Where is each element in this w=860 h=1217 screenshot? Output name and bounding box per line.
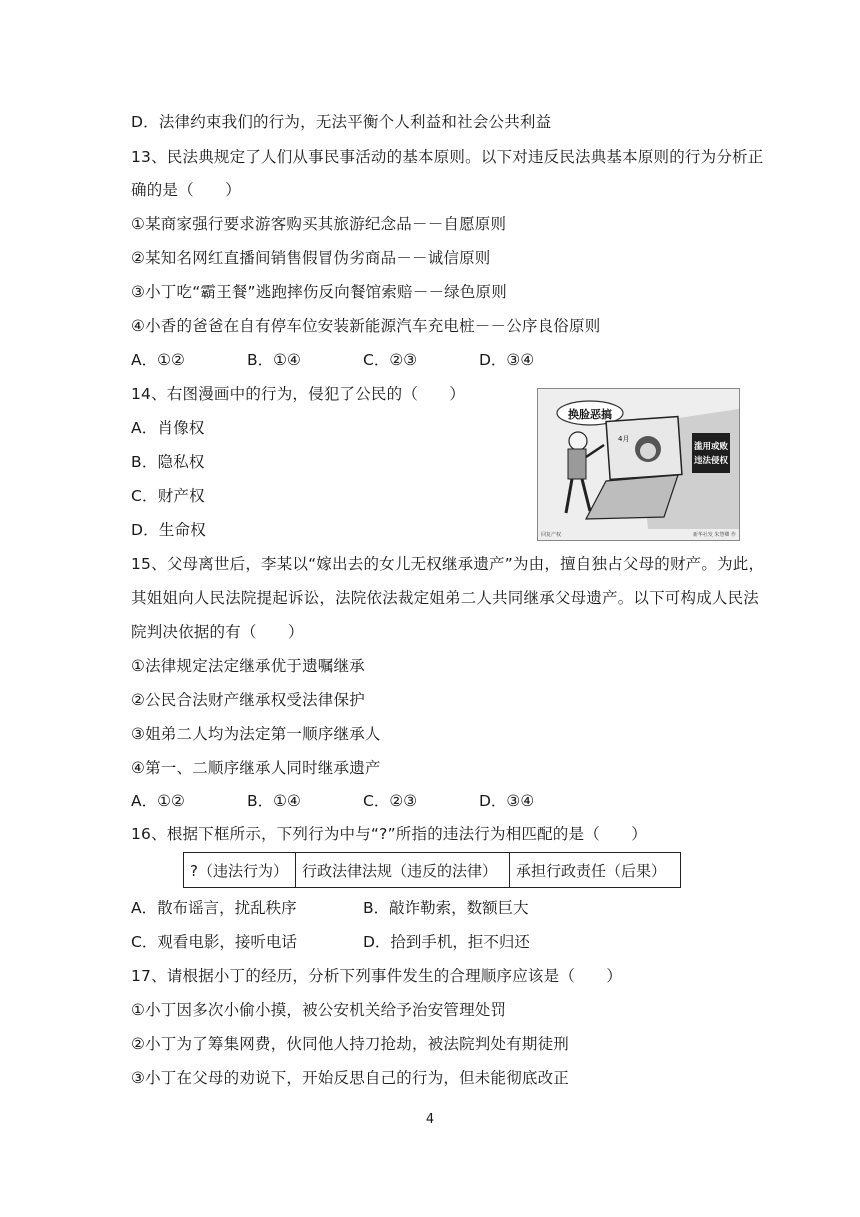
q13-option-d[interactable]: D．③④: [479, 351, 535, 369]
q15-option-c[interactable]: C．②③: [363, 792, 418, 810]
q14-stem: 14、右图漫画中的行为，侵犯了公民的（ ）: [131, 385, 466, 403]
q15-item-2: ②公民合法财产继承权受法律保护: [131, 691, 365, 709]
q16-option-c[interactable]: C．观看电影，接听电话: [131, 933, 297, 951]
page-number: 4: [425, 1112, 435, 1127]
q13-item-3: ③小丁吃“霸王餐”逃跑摔伤反向餐馆索赔－－绿色原则: [131, 283, 507, 301]
q16-table-cell-result: 承担行政责任（后果）: [509, 853, 680, 887]
q15-item-1: ①法律规定法定继承优于遗嘱继承: [131, 657, 365, 675]
q16-option-b[interactable]: B．敲诈勒索，数额巨大: [363, 899, 529, 917]
q16-table-cell-act: ?（违法行为）: [190, 861, 288, 880]
q15-stem-line1: 15、父母离世后，李某以“嫁出去的女儿无权继承遗产”为由，擅自独占父母的财产。为此，: [131, 555, 765, 573]
q15-option-d[interactable]: D．③④: [479, 792, 535, 810]
person-head: [569, 432, 587, 450]
q15-item-3: ③姐弟二人均为法定第一顺序继承人: [131, 725, 381, 743]
q16-option-d[interactable]: D．拾到手机，拒不归还: [363, 933, 530, 951]
q14-option-c[interactable]: C．财产权: [131, 487, 205, 505]
q15-item-4: ④第一、二顺序继承人同时继承遗产: [131, 759, 381, 777]
q16-option-a[interactable]: A．散布谣言，扰乱秩序: [131, 899, 297, 917]
q14-option-d[interactable]: D．生命权: [131, 521, 206, 539]
q16-stem: 16、根据下框所示，下列行为中与“?”所指的违法行为相匹配的是（ ）: [131, 825, 648, 843]
svg-text:回复产权: 回复产权: [541, 532, 562, 538]
svg-text:违法侵权: 违法侵权: [693, 456, 729, 466]
warning-sign: [692, 433, 730, 473]
q17-item-3: ③小丁在父母的劝说下，开始反思自己的行为，但未能彻底改正: [131, 1069, 569, 1087]
q15-option-b[interactable]: B．①④: [247, 792, 301, 810]
person-body: [568, 449, 586, 479]
q16-table: [183, 852, 681, 888]
q15-stem-line3: 院判决依据的有（ ）: [131, 623, 304, 641]
svg-text:新华社发 朱慧卿 作: 新华社发 朱慧卿 作: [692, 532, 736, 538]
q15-option-a[interactable]: A．①②: [131, 792, 185, 810]
svg-text:4月: 4月: [618, 435, 630, 443]
q14-cartoon: [537, 388, 740, 541]
q13-option-c[interactable]: C．②③: [363, 351, 418, 369]
svg-text:滥用或败: 滥用或败: [693, 442, 729, 452]
q16-table-cell-law: 行政法律法规（违反的法律）: [295, 853, 509, 887]
q13-option-b[interactable]: B．①④: [247, 351, 301, 369]
q13-item-1: ①某商家强行要求游客购买其旅游纪念品－－自愿原则: [131, 215, 507, 233]
bubble-text: 换脸恶搞: [568, 408, 612, 421]
cartoon-illustration: [538, 389, 739, 540]
q14-option-a[interactable]: A．肖像权: [131, 419, 205, 437]
q13-stem-line1: 13、民法典规定了人们从事民事活动的基本原则。以下对违反民法典基本原则的行为分析正: [131, 148, 764, 166]
q17-item-2: ②小丁为了筹集网费，伙同他人持刀抢劫，被法院判处有期徒刑: [131, 1035, 569, 1053]
q15-stem-line2: 其姐姐向人民法院提起诉讼，法院依法裁定姐弟二人共同继承父母遗产。以下可构成人民法: [131, 589, 760, 607]
q13-item-2: ②某知名网红直播间销售假冒伪劣商品－－诚信原则: [131, 249, 491, 267]
q12-option-d: D．法律约束我们的行为，无法平衡个人利益和社会公共利益: [131, 113, 552, 131]
q13-stem-line2: 确的是（ ）: [131, 181, 241, 199]
q13-option-a[interactable]: A．①②: [131, 351, 185, 369]
q17-stem: 17、请根据小丁的经历，分析下列事件发生的合理顺序应该是（ ）: [131, 967, 623, 985]
q17-item-1: ①小丁因多次小偷小摸，被公安机关给予治安管理处罚: [131, 1001, 507, 1019]
q13-item-4: ④小香的爸爸在自有停车位安装新能源汽车充电桩－－公序良俗原则: [131, 317, 601, 335]
q14-option-b[interactable]: B．隐私权: [131, 453, 205, 471]
